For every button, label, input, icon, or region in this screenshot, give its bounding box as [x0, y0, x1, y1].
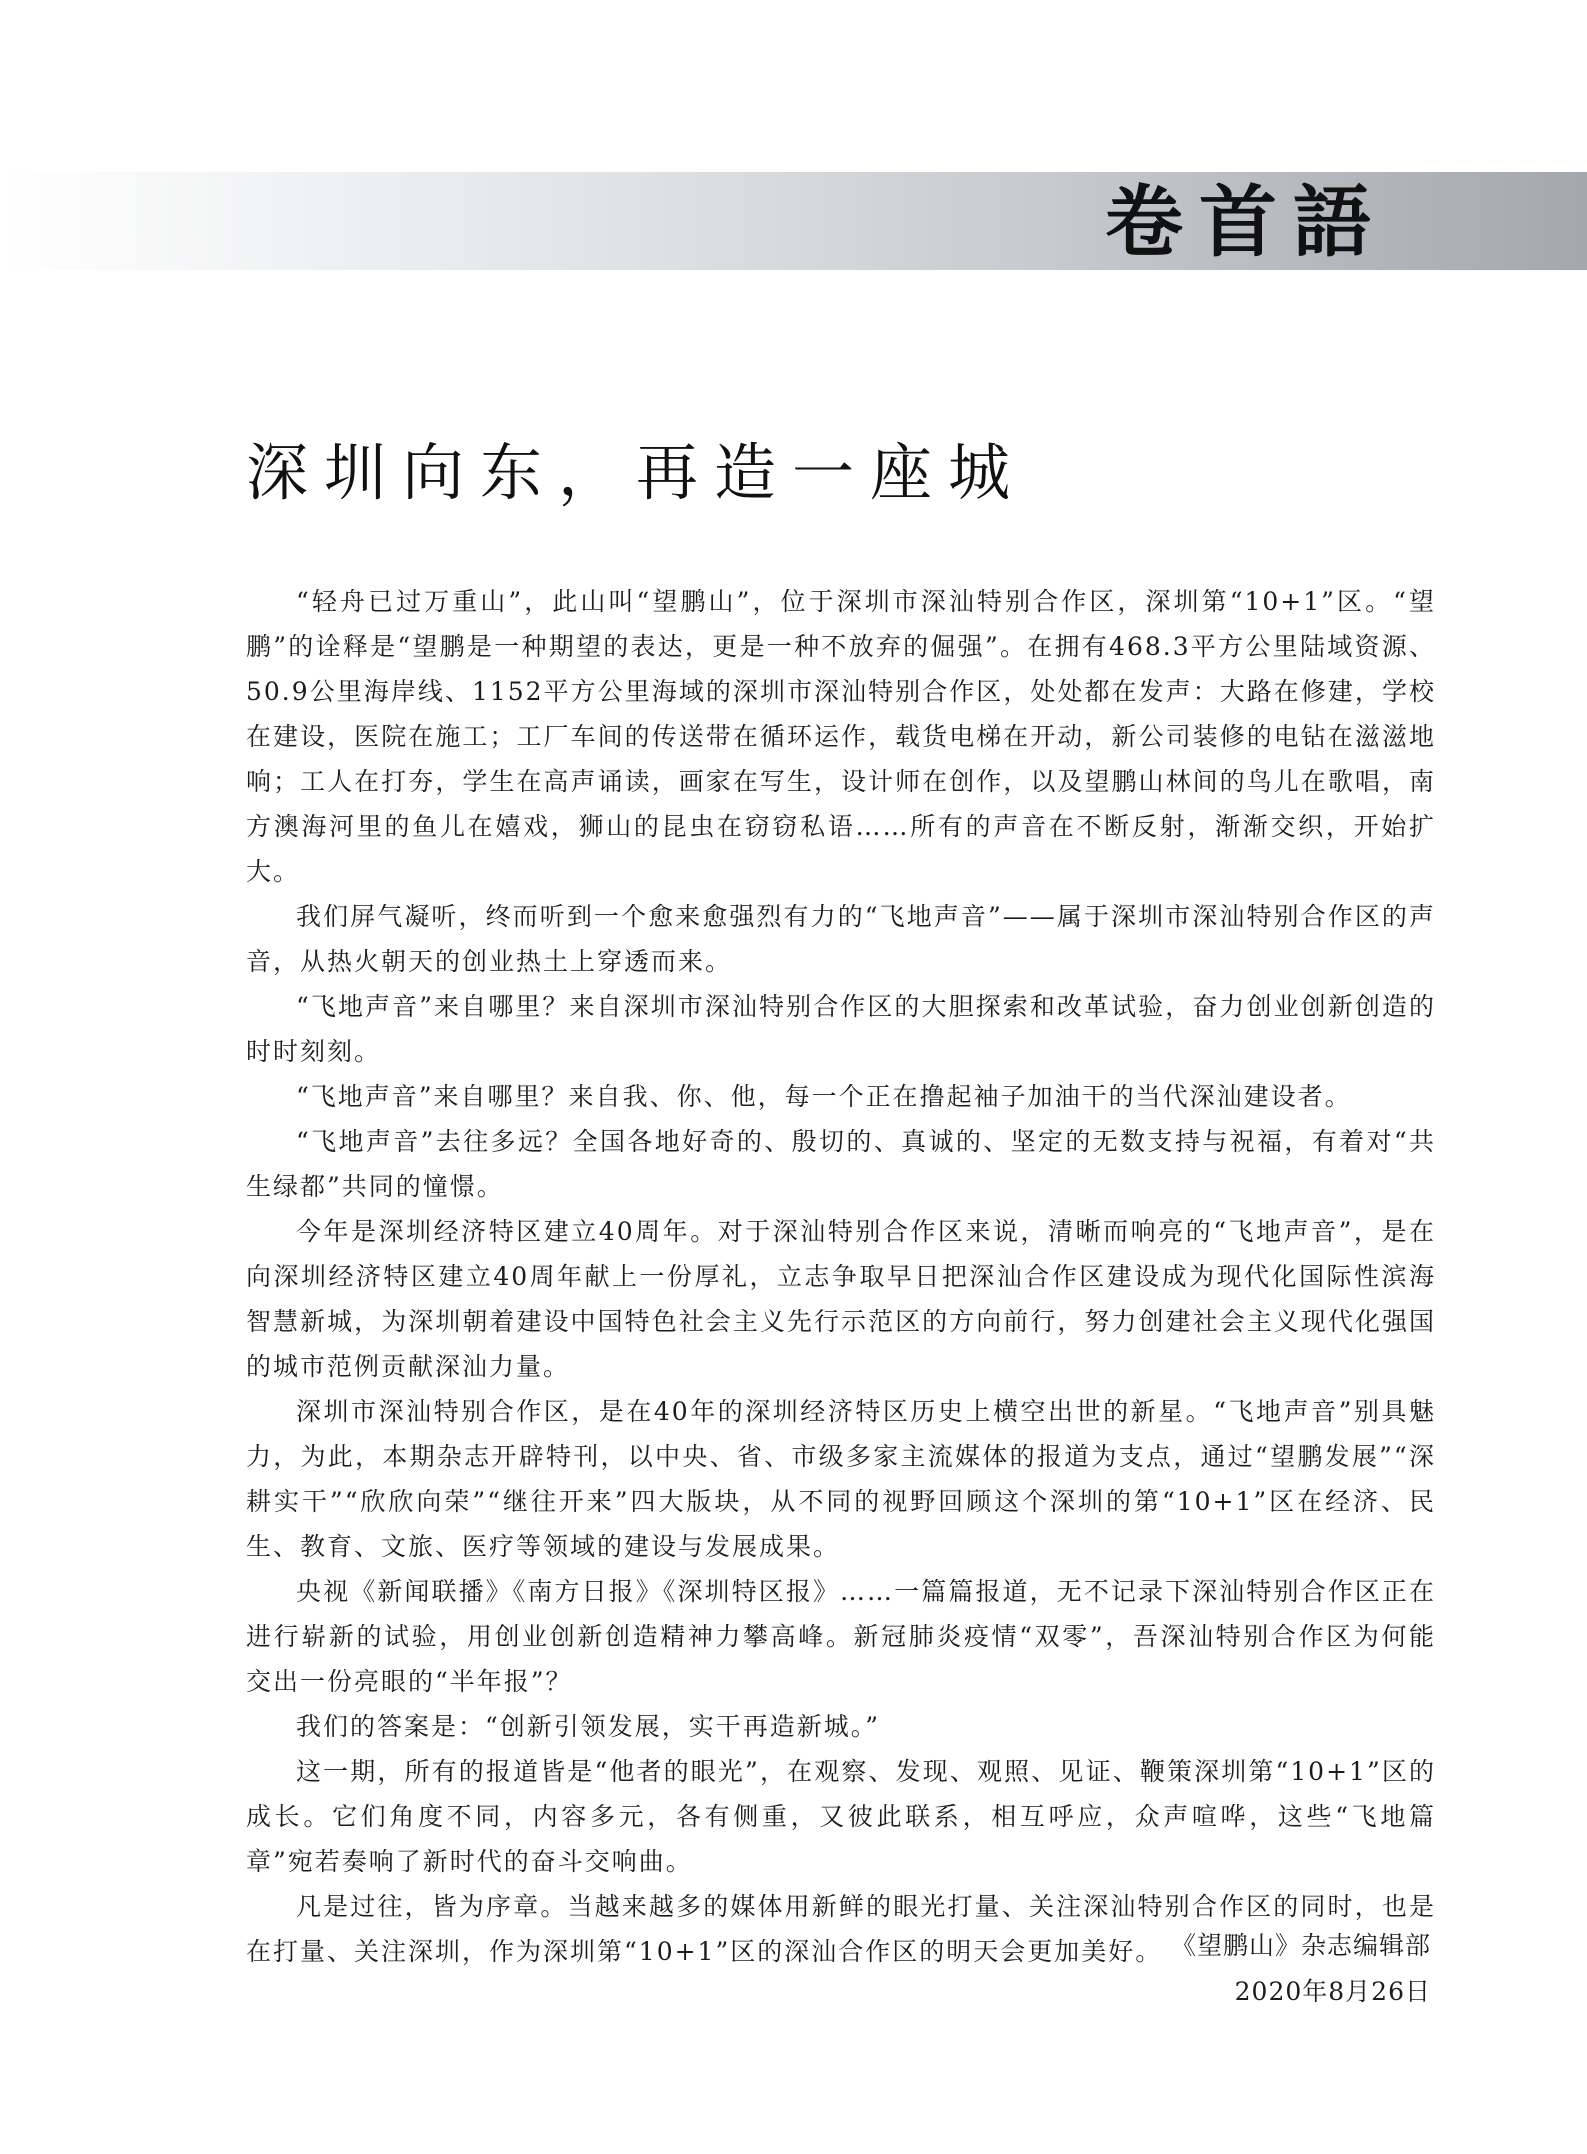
paragraph-7: 深圳市深汕特别合作区，是在40年的深圳经济特区历史上横空出世的新星。“飞地声音”别具魅力，为此，本期杂志开辟特刊，以中央、省、市级多家主流媒体的报道为支点，通过“望鹏发展”“深耕实干”“欣欣向荣”“继往开来”四大版块，从不同的视野回顾这个深圳的第“10+1”区在经济、民生、教育、文旅、医疗等领域的建设与发展成果。 [246, 1397, 1436, 1561]
signature-author: 《望鹏山》杂志编辑部 [1170, 1931, 1431, 1960]
paragraph-6: 今年是深圳经济特区建立40周年。对于深汕特别合作区来说，清晰而响亮的“飞地声音”，是在向深圳经济特区建立40周年献上一份厚礼，立志争取早日把深汕合作区建设成为现代化国际性滨海智慧新城，为深圳朝着建设中国特色社会主义先行示范区的方向前行，努力创建社会主义现代化强国的城市范例贡献深汕力量。 [246, 1217, 1436, 1381]
paragraph-8: 央视《新闻联播》《南方日报》《深圳特区报》……一篇篇报道，无不记录下深汕特别合作区正在进行崭新的试验，用创业创新创造精神力攀高峰。新冠肺炎疫情“双零”，吾深汕特别合作区为何能交出一份亮眼的“半年报”？ [246, 1577, 1436, 1696]
paragraph-3: “飞地声音”来自哪里？来自深圳市深汕特别合作区的大胆探索和改革试验，奋力创业创新创造的时时刻刻。 [246, 992, 1436, 1066]
paragraph-2: 我们屏气凝听，终而听到一个愈来愈强烈有力的“飞地声音”——属于深圳市深汕特别合作区的声音，从热火朝天的创业热土上穿透而来。 [246, 902, 1436, 976]
column-name: 卷首語 [1104, 177, 1387, 268]
signature-block [1171, 1923, 1431, 2015]
column-header-band [0, 172, 1587, 270]
paragraph-9: 我们的答案是：“创新引领发展，实干再造新城。” [296, 1712, 881, 1741]
paragraph-1: “轻舟已过万重山”，此山叫“望鹏山”，位于深圳市深汕特别合作区，深圳第“10+1”区。“望鹏”的诠释是“望鹏是一种期望的表达，更是一种不放弃的倔强”。在拥有468.3平方公里陆域资源、50.9公里海岸线、1152平方公里海域的深圳市深汕特别合作区，处处都在发声：大路在修建，学校在建设，医院在施工；工厂车间的传送带在循环运作，载货电梯在开动，新公司装修的电钻在滋滋地响；工人在打夯，学生在高声诵读，画家在写生，设计师在创作，以及望鹏山林间的鸟儿在歌唱，南方澳海河里的鱼儿在嬉戏，狮山的昆虫在窃窃私语……所有的声音在不断反射，渐渐交织，开始扩大。 [246, 587, 1436, 886]
article-title: 深圳向东，再造一座城 [246, 436, 1027, 509]
paragraph-11: 凡是过往，皆为序章。当越来越多的媒体用新鲜的眼光打量、关注深汕特别合作区的同时，也是在打量、关注深圳，作为深圳第“10+1”区的深汕合作区的明天会更加美好。 [246, 1892, 1436, 1966]
article-body [246, 579, 1436, 1974]
paragraph-10: 这一期，所有的报道皆是“他者的眼光”，在观察、发现、观照、见证、鞭策深圳第“10+1”区的成长。它们角度不同，内容多元，各有侧重，又彼此联系，相互呼应，众声喧哗，这些“飞地篇章”宛若奏响了新时代的奋斗交响曲。 [246, 1757, 1436, 1876]
paragraph-4: “飞地声音”来自哪里？来自我、你、他，每一个正在撸起袖子加油干的当代深汕建设者。 [296, 1082, 1352, 1111]
signature-date: 2020年8月26日 [1234, 1977, 1431, 2006]
paragraph-5: “飞地声音”去往多远？全国各地好奇的、殷切的、真诚的、坚定的无数支持与祝福，有着对“共生绿都”共同的憧憬。 [246, 1127, 1436, 1201]
